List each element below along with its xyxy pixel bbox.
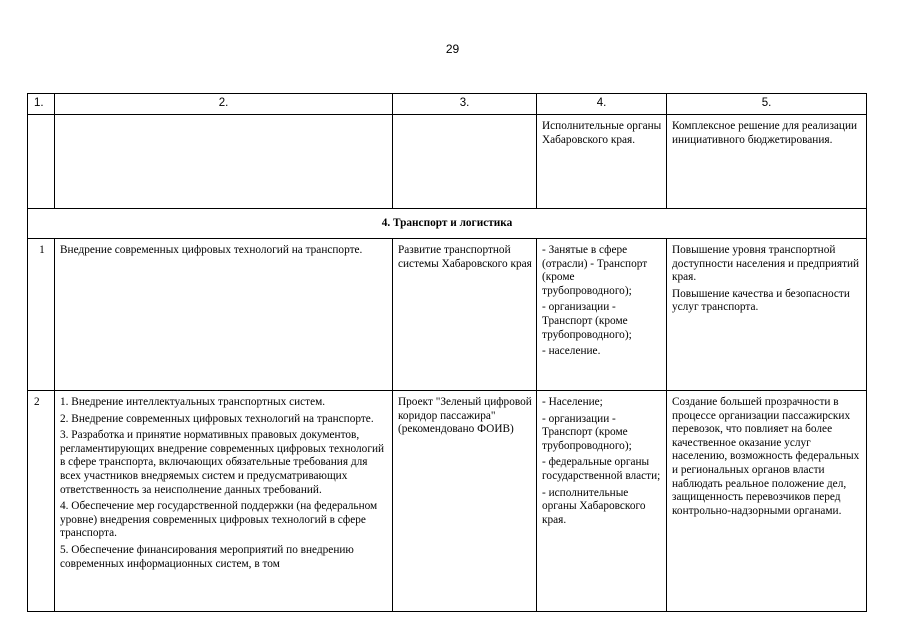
table-row <box>28 391 867 612</box>
participants-cell <box>537 391 667 612</box>
table-row <box>28 239 867 391</box>
project-cell <box>393 239 537 391</box>
section-title: 4. Транспорт и логистика <box>28 209 867 239</box>
document-table <box>27 93 867 612</box>
row-number: 2 <box>28 391 55 612</box>
empty-cell <box>393 115 537 209</box>
empty-cell <box>55 115 393 209</box>
effect-text: Создание большей прозрачности в процессе организации пассажирских перевозок, что повлияет на более качественное оказание услуг населению, возможность федеральных и региональных органов власти наблюдать реальное положение дел, защищенность перевозчиков перед контрольно-надзорными органами. <box>672 396 860 517</box>
column-header-2: 2. <box>55 94 393 115</box>
measure-text: Внедрение современных цифровых технологий на транспорте. <box>60 244 363 256</box>
measures-cell <box>55 391 393 612</box>
column-header-3: 3. <box>393 94 537 115</box>
effect-cell <box>667 239 867 391</box>
participants-cell <box>537 239 667 391</box>
participant-item: - организации - Транспорт (кроме трубопроводного); <box>542 412 632 452</box>
column-header-1: 1. <box>28 94 55 115</box>
measure-item: 5. Обеспечение финансирования мероприятий по внедрению современных информационных систем, в том <box>60 543 354 570</box>
project-text: Проект "Зеленый цифровой коридор пассажира" (рекомендовано ФОИВ) <box>398 396 532 436</box>
participants-cell: Исполнительные органы Хабаровского края. <box>537 115 667 209</box>
measures-cell <box>55 239 393 391</box>
measure-item: 3. Разработка и принятие нормативных правовых документов, регламентирующих внедрение современных цифровых технологий в сфере транспорта, включающих обязательные требования для всех участников внедряемых систем и предусматривающих ответственность за неисполнение данных требований. <box>60 429 385 496</box>
measure-item: 2. Внедрение современных цифровых технологий на транспорте. <box>60 412 374 425</box>
table-row-continuation <box>28 115 867 209</box>
participant-item: - население. <box>542 345 601 358</box>
empty-cell <box>28 115 55 209</box>
column-header-4: 4. <box>537 94 667 115</box>
row-number: 1 <box>28 239 55 391</box>
effect-cell <box>667 391 867 612</box>
page-number: 29 <box>445 42 460 56</box>
column-header-5: 5. <box>667 94 867 115</box>
participant-item: - исполнительные органы Хабаровского края. <box>542 486 646 526</box>
project-cell <box>393 391 537 612</box>
project-text: Развитие транспортной системы Хабаровского края <box>398 244 532 270</box>
table-header-row <box>28 94 867 115</box>
section-heading-row <box>28 209 867 239</box>
measure-item: 1. Внедрение интеллектуальных транспортных систем. <box>60 396 326 408</box>
participant-item: - организации - Транспорт (кроме трубопроводного); <box>542 301 632 341</box>
measure-item: 4. Обеспечение мер государственной поддержки (на федеральном уровне) внедрения современных цифровых технологий в сфере транспорта. <box>60 500 378 540</box>
participant-item: - федеральные органы государственной власти; <box>542 456 661 482</box>
effect-text: Повышение уровня транспортной доступности населения и предприятий края. <box>672 244 860 284</box>
effect-cell: Комплексное решение для реализации инициативного бюджетирования. <box>667 115 867 209</box>
participant-item: - Занятые в сфере (отрасли) - Транспорт (кроме трубопроводного); <box>542 244 648 297</box>
effect-text: Повышение качества и безопасности услуг транспорта. <box>672 287 850 314</box>
participant-item: - Население; <box>542 396 603 408</box>
